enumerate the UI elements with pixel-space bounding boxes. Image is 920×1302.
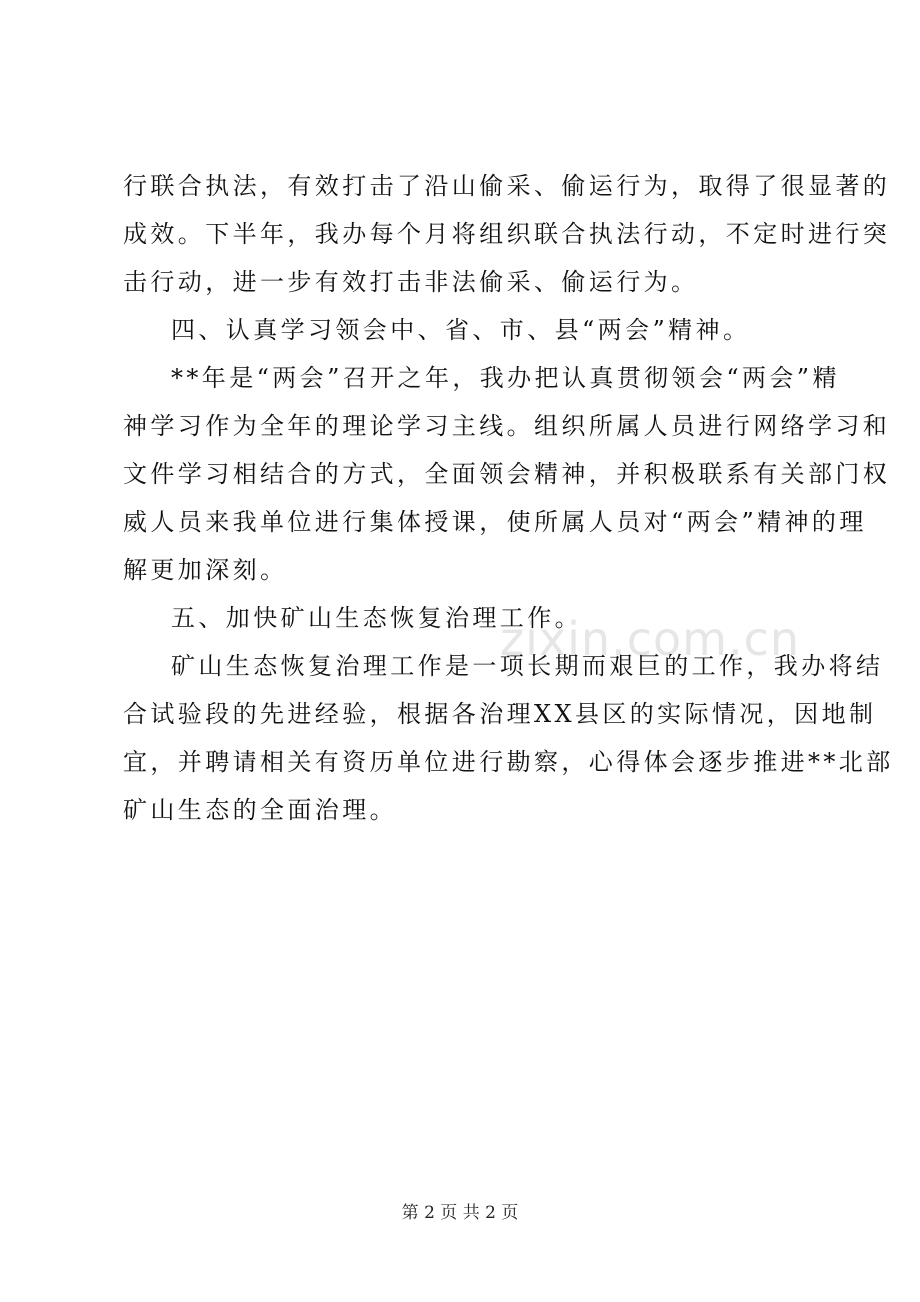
watermark: zixin.com.cn (500, 612, 801, 666)
paragraph-line: 解更加深刻。 (123, 556, 288, 584)
paragraph-line: 合试验段的先进经验，根据各治理XX县区的实际情况，因地制 (123, 700, 877, 728)
page-footer: 第 2 页 共 2 页 (401, 1203, 519, 1223)
paragraph-line: 击行动，进一步有效打击非法偷采、偷运行为。 (123, 268, 699, 296)
paragraph-line: 矿山生态的全面治理。 (123, 796, 397, 824)
paragraph-line: 神学习作为全年的理论学习主线。组织所属人员进行网络学习和 (123, 412, 891, 440)
section-heading: 五、加快矿山生态恢复治理工作。 (171, 604, 582, 632)
paragraph-line: 文件学习相结合的方式，全面领会精神，并积极联系有关部门权 (123, 460, 891, 488)
paragraph-line: 行联合执法，有效打击了沿山偷采、偷运行为，取得了很显著的 (123, 172, 891, 200)
paragraph-line: **年是“两会”召开之年，我办把认真贯彻领会“两会”精 (171, 364, 840, 392)
paragraph-line: 成效。下半年，我办每个月将组织联合执法行动，不定时进行突 (123, 220, 891, 248)
paragraph-line: 宜，并聘请相关有资历单位进行勘察，心得体会逐步推进**北部 (123, 748, 894, 776)
paragraph-line: 威人员来我单位进行集体授课，使所属人员对“两会”精神的理 (123, 508, 867, 536)
paragraph-line: 矿山生态恢复治理工作是一项长期而艰巨的工作，我办将结 (171, 652, 884, 680)
section-heading: 四、认真学习领会中、省、市、县“两会”精神。 (171, 316, 751, 344)
